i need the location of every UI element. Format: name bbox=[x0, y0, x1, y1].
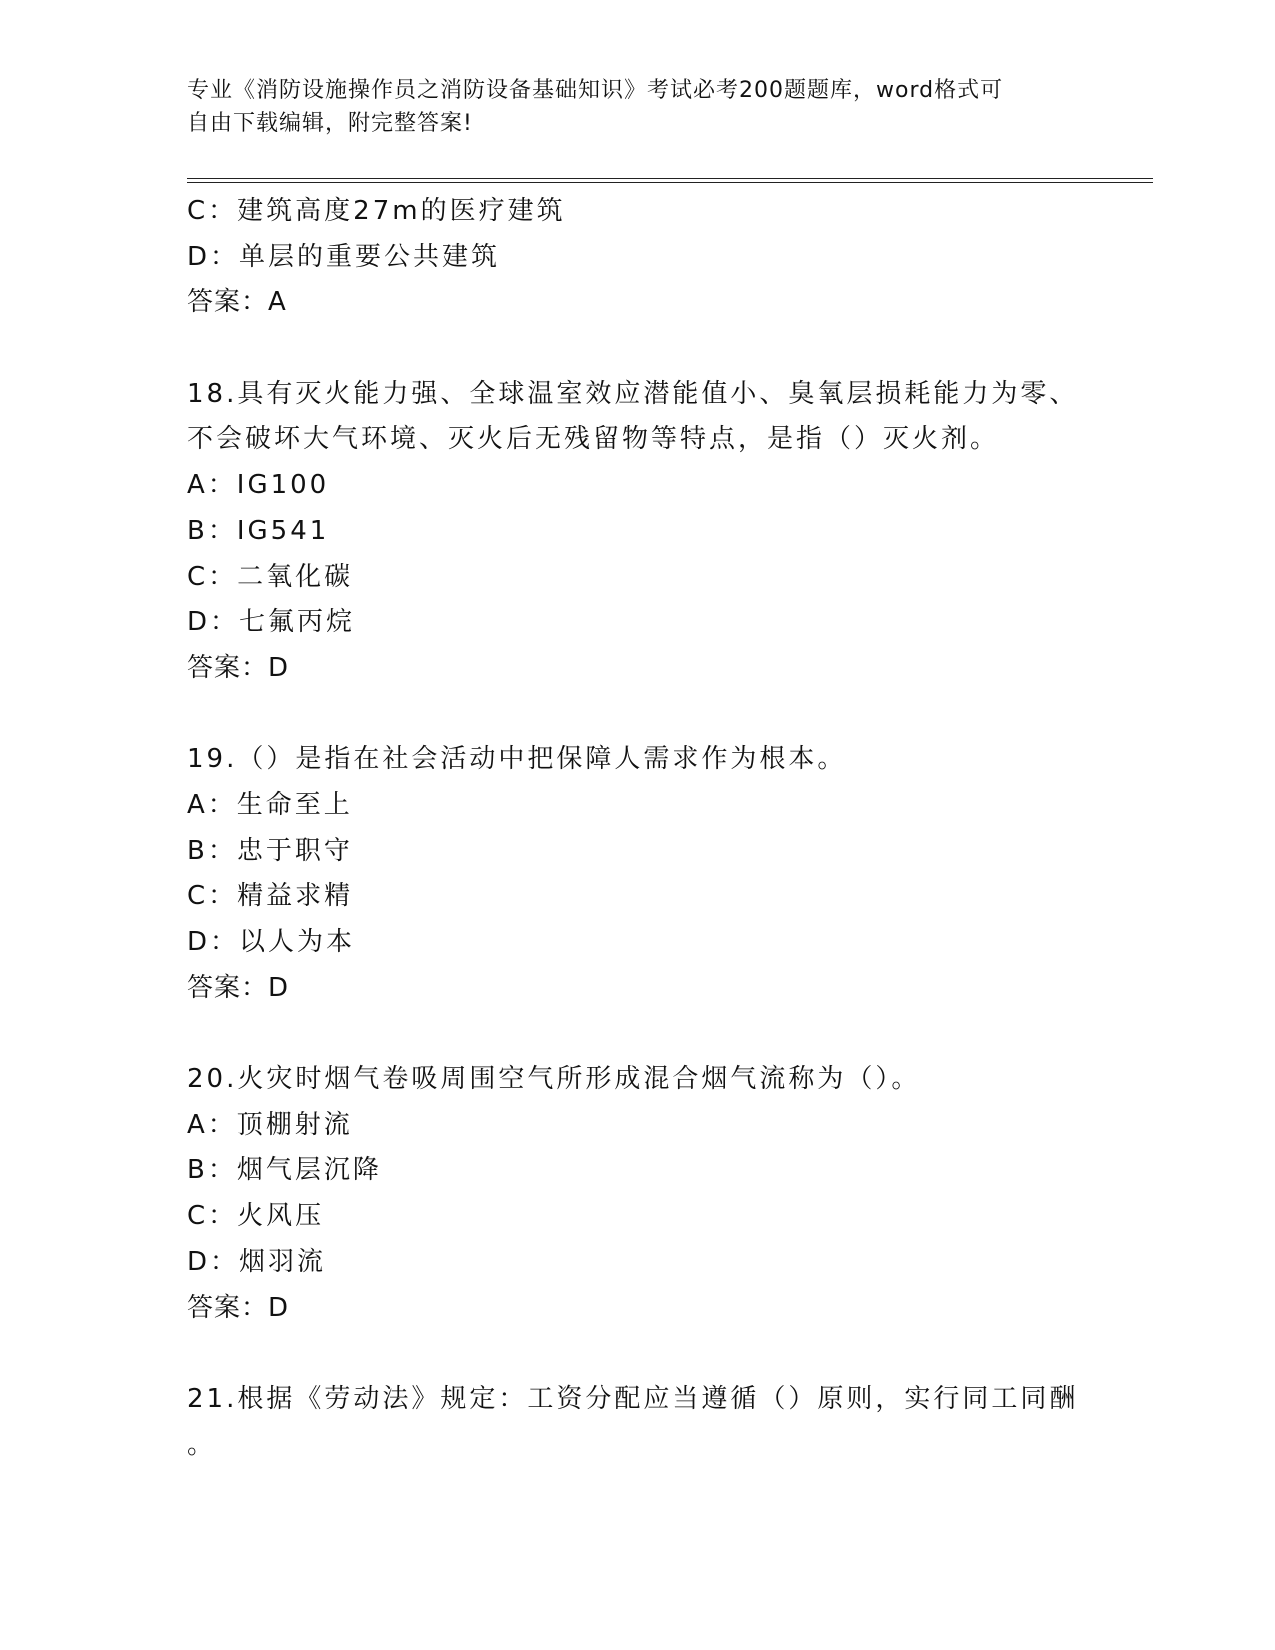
option-c: C：火风压 bbox=[187, 1201, 325, 1232]
option-a: A：生命至上 bbox=[187, 789, 353, 820]
option-c: C：精益求精 bbox=[187, 881, 354, 912]
header-divider-top bbox=[187, 178, 1153, 179]
question-18 bbox=[187, 372, 1087, 692]
question-19 bbox=[187, 737, 1087, 1011]
option-b: B：IG541 bbox=[187, 515, 330, 546]
answer: 答案：D bbox=[187, 652, 290, 683]
spacer bbox=[187, 1331, 1087, 1377]
question-stem-continued: 。 bbox=[187, 1429, 217, 1460]
option-d: D：七氟丙烷 bbox=[187, 607, 356, 638]
option-c: C：建筑高度27m的医疗建筑 bbox=[187, 196, 566, 226]
header-line-2: 自由下载编辑，附完整答案! bbox=[187, 111, 473, 136]
answer: 答案：D bbox=[187, 1292, 290, 1323]
answer: 答案：D bbox=[187, 972, 290, 1003]
answer: 答案：A bbox=[187, 287, 287, 318]
question-20 bbox=[187, 1057, 1087, 1331]
spacer bbox=[187, 1011, 1087, 1057]
header-line-1: 专业《消防设施操作员之消防设备基础知识》考试必考200题题库，word格式可 bbox=[187, 78, 1004, 103]
spacer bbox=[187, 692, 1087, 738]
option-d: D：单层的重要公共建筑 bbox=[187, 241, 501, 272]
document-header bbox=[187, 74, 1087, 140]
option-d: D：以人为本 bbox=[187, 927, 356, 957]
question-stem-continued: 不会破坏大气环境、灭火后无残留物等特点，是指（）灭火剂。 bbox=[187, 424, 1000, 455]
option-c: C：二氧化碳 bbox=[187, 561, 354, 592]
option-b: B：烟气层沉降 bbox=[187, 1155, 382, 1186]
question-content bbox=[187, 189, 1087, 1468]
question-stem: 20.火灾时烟气卷吸周围空气所形成混合烟气流称为（）。 bbox=[187, 1064, 921, 1095]
option-b: B：忠于职守 bbox=[187, 835, 353, 866]
option-a: A：IG100 bbox=[187, 470, 330, 501]
option-a: A：顶棚射流 bbox=[187, 1109, 353, 1140]
header-divider-bottom bbox=[187, 182, 1153, 183]
question-stem: 19.（）是指在社会活动中把保障人需求作为根本。 bbox=[187, 744, 847, 775]
spacer bbox=[187, 326, 1087, 372]
option-d: D：烟羽流 bbox=[187, 1246, 327, 1277]
question-stem: 21.根据《劳动法》规定：工资分配应当遵循（）原则，实行同工同酬 bbox=[187, 1383, 1079, 1414]
question-stem: 18.具有灭火能力强、全球温室效应潜能值小、臭氧层损耗能力为零、 bbox=[187, 378, 1079, 409]
question-21 bbox=[187, 1377, 1087, 1468]
